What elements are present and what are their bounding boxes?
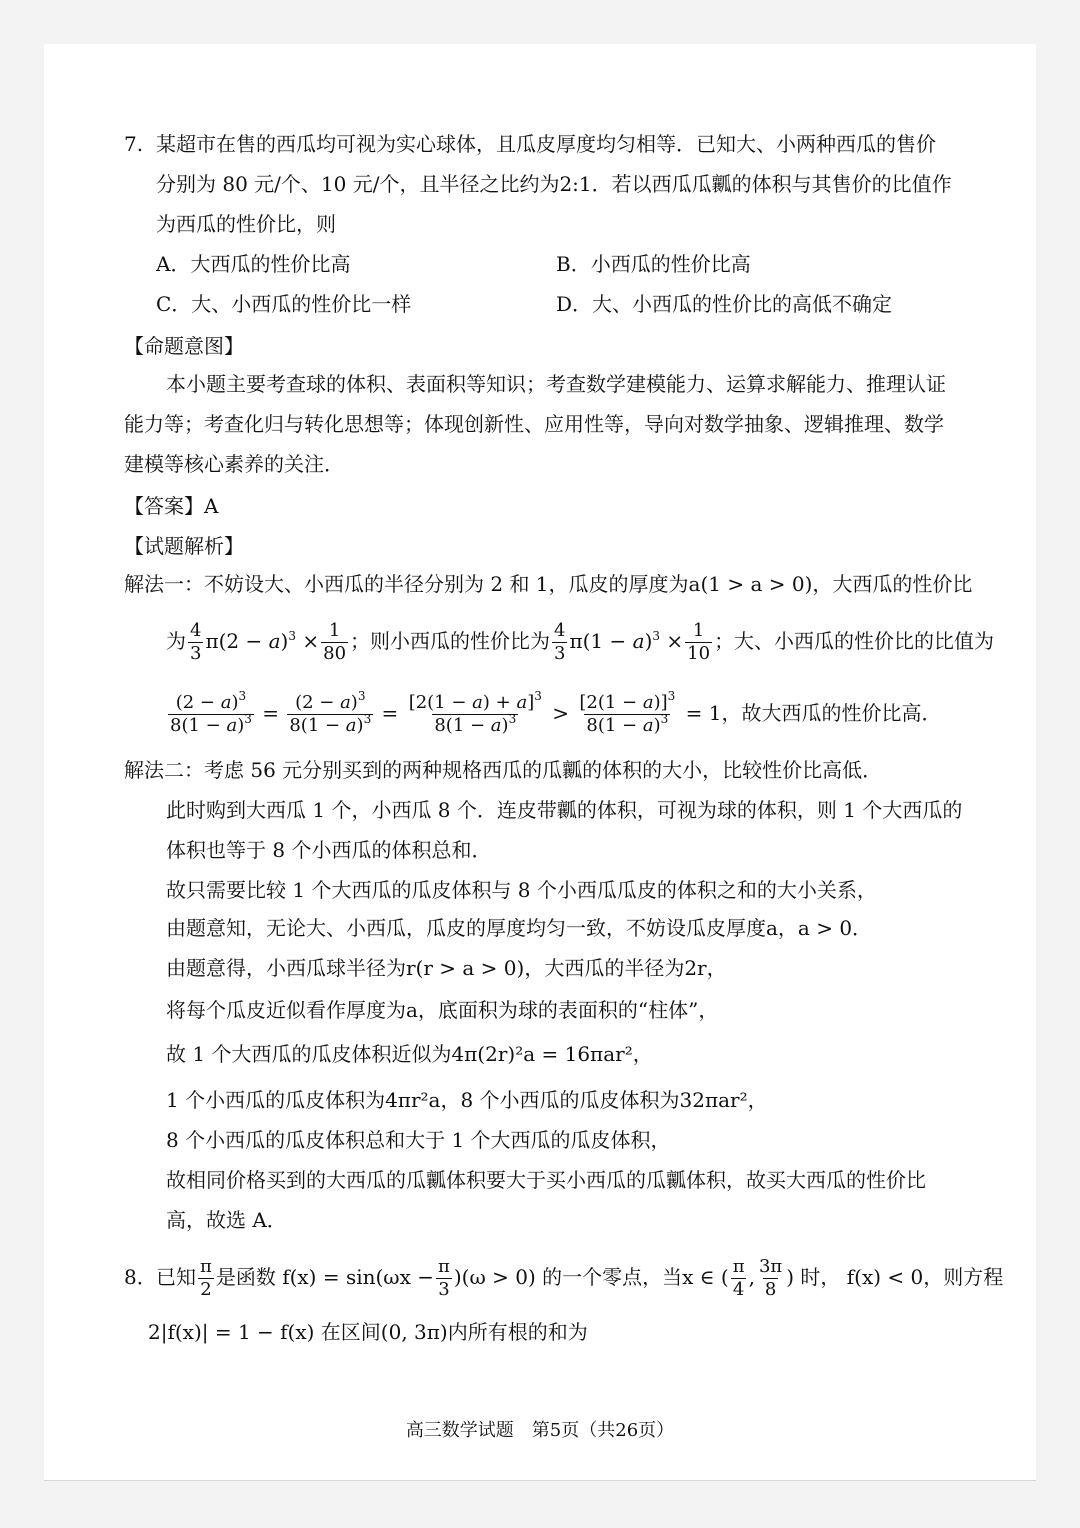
sol2-line11: 故相同价格买到的大西瓜的瓜瓤体积要大于买小西瓜的瓜瓤体积，故买大西瓜的性价比 (166, 1168, 926, 1192)
q8-line1: 8．已知 $\frac{\pi}{2}$ 是函数 f(x) = sin(ωx − $\frac{\pi}{3}$ )(ω > 0) 的一个零点，当x ∈ ( $\frac{\pi}{4}$ , $\frac{3\pi}{8}$ ) 时， f(x) < 0，则方程 (124, 1256, 1004, 1300)
answer-line: 【答案】A (124, 494, 219, 518)
ratio-fraction-2: $\frac{(2 - a)^3}{8(1 - a)^3}$ (289, 689, 372, 736)
sol2-line8: 故 1 个大西瓜的瓜皮体积近似为4π(2r)²a = 16πar²， (166, 1042, 653, 1066)
sol1-line2: 为 $\frac{4}{3}$ $\pi(2 - a)^3$ × $\frac{1}{80}$ ；则小西瓜的性价比为 $\frac{4}{3}$ $\pi(1 - a)^3$ × $\frac{1}{10}$ ；大、小西瓜的性价比的比值为 (166, 620, 995, 664)
sol2-line2: 此时购到大西瓜 1 个，小西瓜 8 个．连皮带瓤的体积，可视为球的体积，则 1 个大西瓜的 (166, 798, 963, 822)
sol2-line1: 解法二：考虑 56 元分别买到的两种规格西瓜的瓜瓤的体积的大小，比较性价比高低． (124, 758, 883, 782)
fraction-4-3: $\frac{4}{3}$ (190, 620, 202, 664)
sol2-line3: 体积也等于 8 个小西瓜的体积总和． (166, 838, 492, 862)
intent-line3: 建模等核心素养的关注． (124, 452, 344, 476)
analysis-header: 【试题解析】 (124, 534, 244, 558)
fraction-4-3-b: $\frac{4}{3}$ (554, 620, 566, 664)
ratio-fraction-4: $\frac{[2(1 - a)]^3}{8(1 - a)^3}$ (579, 689, 676, 736)
fraction-pi-3: $\frac{\pi}{3}$ (438, 1256, 450, 1300)
fraction-1-10: $\frac{1}{10}$ (687, 620, 711, 664)
q7-option-c: C．大、小西瓜的性价比一样 (156, 292, 412, 316)
q8-line2: 2|f(x)| = 1 − f(x) 在区间(0, 3π)内所有根的和为 (148, 1320, 588, 1344)
ratio-fraction-3: $\frac{[2(1 - a) + a]^3}{8(1 - a)^3}$ (408, 689, 542, 736)
sol2-line6: 由题意得，小西瓜球半径为r(r > a > 0)，大西瓜的半径为2r， (166, 956, 727, 980)
q7-option-a: A．大西瓜的性价比高 (156, 252, 351, 276)
intent-line1: 本小题主要考查球的体积、表面积等知识；考查数学建模能力、运算求解能力、推理认证 (166, 372, 946, 396)
q7-stem-line2: 分别为 80 元/个、10 元/个，且半径之比约为2:1．若以西瓜瓜瓤的体积与其售价的比值作 (156, 172, 952, 196)
ratio-fraction-1: $\frac{(2 - a)^3}{8(1 - a)^3}$ (170, 689, 252, 736)
page-edge (44, 1480, 1036, 1481)
sol2-line5: 由题意知，无论大、小西瓜，瓜皮的厚度均匀一致，不妨设瓜皮厚度a，a > 0． (166, 916, 873, 940)
sol2-line12: 高，故选 A． (166, 1208, 287, 1232)
sol2-line10: 8 个小西瓜的瓜皮体积总和大于 1 个大西瓜的瓜皮体积， (166, 1128, 671, 1152)
q7-stem-line3: 为西瓜的性价比，则 (156, 212, 336, 236)
intent-header: 【命题意图】 (124, 334, 244, 358)
fraction-pi-4: $\frac{\pi}{4}$ (732, 1256, 745, 1300)
sol1-line1: 解法一：不妨设大、小西瓜的半径分别为 2 和 1，瓜皮的厚度为a(1 > a > 0)，大西瓜的性价比 (124, 572, 973, 596)
fraction-1-80: $\frac{1}{80}$ (323, 620, 347, 664)
sol1-line3: $\frac{(2 - a)^3}{8(1 - a)^3}$ = $\frac{(2 - a)^3}{8(1 - a)^3}$ = $\frac{[2(1 - a) + a]^3}{8(1 - a)^3}$ > $\frac{[2(1 - a)]^3}{8(1 - a)^3}$ = 1，故大西瓜的性价比高． (170, 689, 942, 736)
fraction-3pi-8: $\frac{3\pi}{8}$ (758, 1256, 783, 1300)
intent-line2: 能力等；考查化归与转化思想等；体现创新性、应用性等，导向对数学抽象、逻辑推理、数学 (124, 412, 944, 436)
sol2-line7: 将每个瓜皮近似看作厚度为a，底面积为球的表面积的“柱体”， (166, 998, 719, 1022)
q7-option-b: B．小西瓜的性价比高 (556, 252, 751, 276)
sol2-line9: 1 个小西瓜的瓜皮体积为4πr²a，8 个小西瓜的瓜皮体积为32πar²， (166, 1088, 768, 1112)
sol2-line4: 故只需要比较 1 个大西瓜的瓜皮体积与 8 个小西瓜瓜皮的体积之和的大小关系， (166, 878, 877, 902)
fraction-pi-2: $\frac{\pi}{2}$ (200, 1256, 212, 1300)
q7-option-d: D．大、小西瓜的性价比的高低不确定 (556, 292, 893, 316)
page-footer: 高三数学试题 第5页（共26页） (405, 1420, 675, 1441)
q7-stem-line1: 7. 某超市在售的西瓜均可视为实心球体，且瓜皮厚度均匀相等．已知大、小两种西瓜的售价 (124, 132, 936, 156)
